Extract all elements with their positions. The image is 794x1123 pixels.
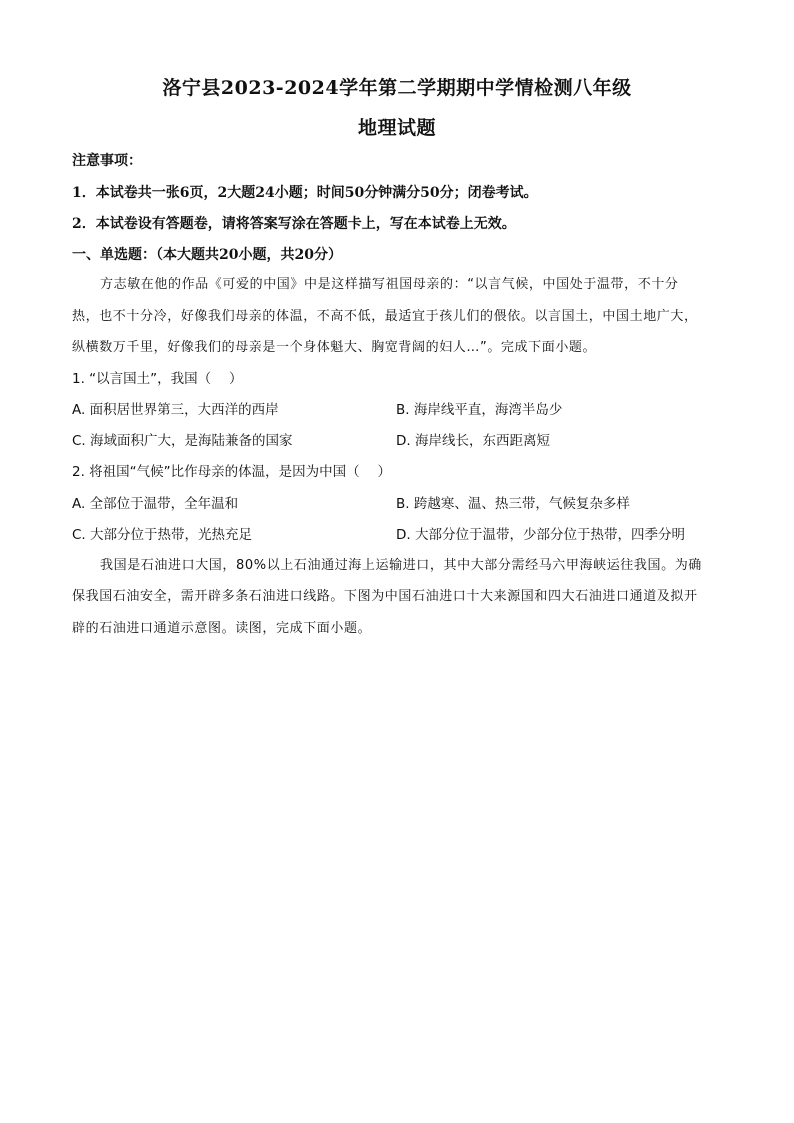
- passage-1-line-2: 热，也不十分冷，好像我们母亲的体温，不高不低，最适宜于孩儿们的偎依。以言国土，中国土地广大，: [72, 309, 698, 324]
- question-1-option-b: B. 海岸线平直，海湾半岛少: [396, 402, 563, 418]
- passage-2-line-1: 我国是石油进口大国，80%以上石油通过海上运输进口，其中大部分需经马六甲海峡运往我国。为确: [100, 558, 702, 573]
- exam-subtitle: 地理试题: [357, 117, 436, 139]
- question-2-option-c: C. 大部分位于热带，光热充足: [72, 527, 253, 543]
- passage-1-line-3: 纵横数万千里，好像我们的母亲是一个身体魁大、胸宽背阔的妇人…”。完成下面小题。: [72, 340, 597, 355]
- notice-item-2: 2．本试卷设有答题卷，请将答案写涂在答题卡上，写在本试卷上无效。: [72, 216, 516, 232]
- question-2-option-a: A. 全部位于温带，全年温和: [72, 496, 239, 512]
- notice-heading: 注意事项：: [72, 153, 142, 169]
- question-2-stem: 2. 将祖国“气候”比作母亲的体温，是因为中国（ ）: [72, 464, 391, 480]
- exam-title: 洛宁县2023-2024学年第二学期期中学情检测八年级: [162, 77, 632, 99]
- question-1-option-c: C. 海域面积广大，是海陆兼备的国家: [72, 433, 293, 449]
- question-2-option-b: B. 跨越寒、温、热三带，气候复杂多样: [396, 496, 630, 512]
- question-1-option-a: A. 面积居世界第三，大西洋的西岸: [72, 402, 279, 418]
- section-heading: 一、单选题：（本大题共20小题，共20分）: [72, 247, 342, 263]
- question-2-option-d: D. 大部分位于温带，少部分位于热带，四季分明: [396, 527, 685, 543]
- passage-1-line-1: 方志敏在他的作品《可爱的中国》中是这样描写祖国母亲的：“以言气候，中国处于温带，不十分: [100, 277, 679, 292]
- passage-2-line-2: 保我国石油安全，需开辟多条石油进口线路。下图为中国石油进口十大来源国和四大石油进口通道及拟开: [72, 589, 698, 604]
- question-1-option-d: D. 海岸线长，东西距离短: [396, 433, 550, 449]
- question-1-stem: 1. “以言国土”，我国（ ）: [72, 371, 243, 387]
- passage-2-line-3: 辟的石油进口通道示意图。读图，完成下面小题。: [72, 621, 372, 636]
- notice-item-1: 1．本试卷共一张6页，2大题24小题；时间50分钟满分50分；闭卷考试。: [72, 185, 538, 201]
